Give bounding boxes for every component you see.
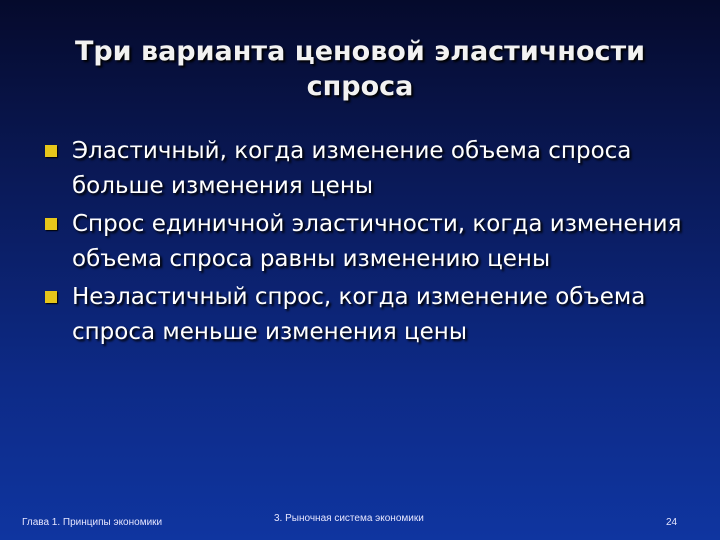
square-bullet-icon (45, 291, 57, 303)
bullet-list (40, 134, 700, 353)
square-bullet-icon (45, 218, 57, 230)
bullet-item-inelastic (40, 280, 700, 350)
bullet-text: Спрос единичной эластичности, когда изменения объема спроса равны изменению цены (72, 211, 682, 272)
page-number: 24 (666, 517, 678, 528)
bullet-item-unit-elastic (40, 207, 700, 277)
bullet-text: Неэластичный спрос, когда изменение объема спроса меньше изменения цены (72, 284, 646, 345)
bullet-item-elastic (40, 134, 700, 204)
footer-section: 3. Рыночная система экономики (274, 513, 424, 524)
bullet-text: Эластичный, когда изменение объема спроса больше изменения цены (72, 138, 632, 199)
footer-chapter: Глава 1. Принципы экономики (22, 517, 163, 528)
square-bullet-icon (45, 145, 57, 157)
slide-title: Три варианта ценовой эластичности спроса (74, 36, 646, 102)
